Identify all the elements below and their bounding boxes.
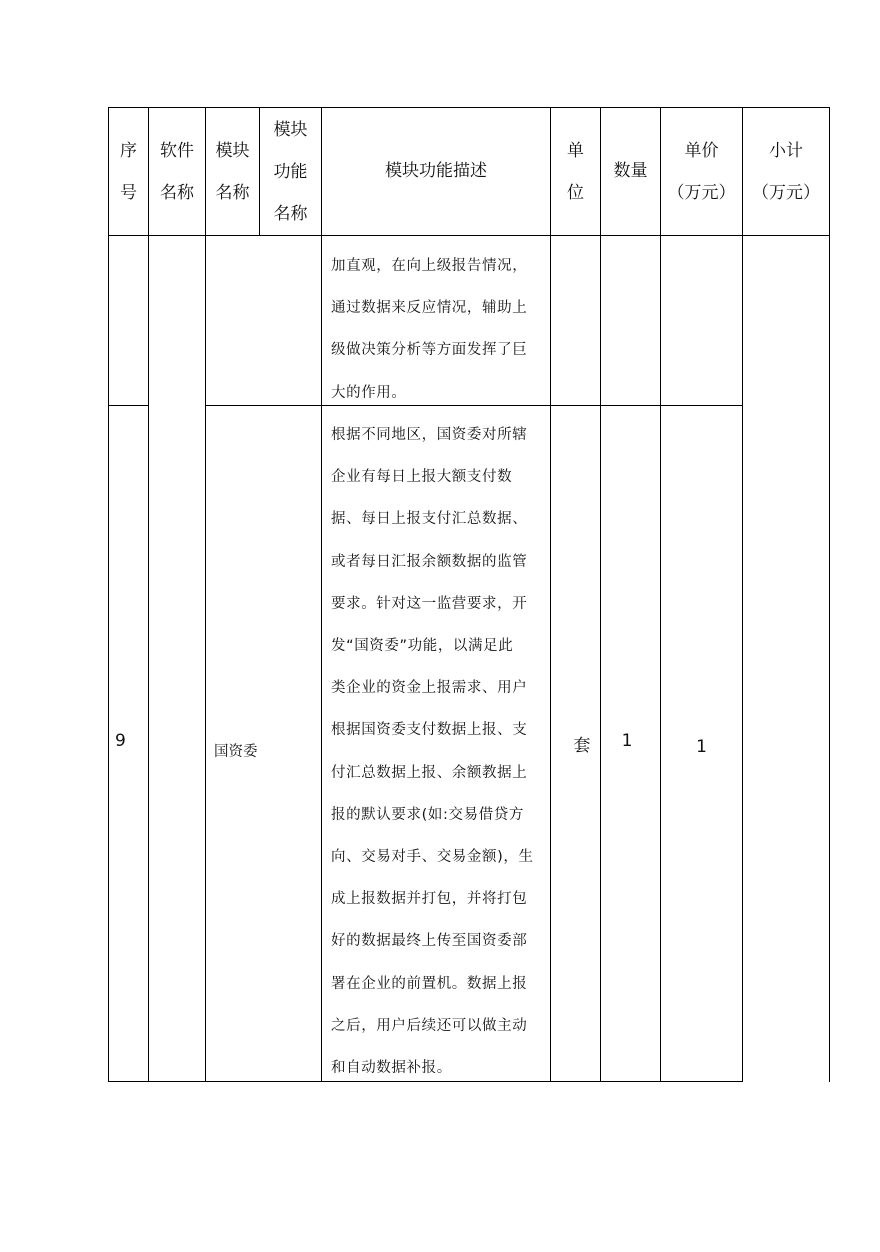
col-border xyxy=(148,107,149,1082)
description-line: 据、每日上报支付汇总数据、 xyxy=(331,511,528,528)
header-quantity xyxy=(601,108,660,235)
description-line: 向、交易对手、交易金额)，生 xyxy=(331,849,534,866)
header-description xyxy=(322,108,550,235)
header-seq-line: 号 xyxy=(120,182,137,203)
description-line: 通过数据来反应情况，辅助上 xyxy=(331,300,528,317)
description-line: 署在企业的前置机。数据上报 xyxy=(331,975,528,992)
header-module-line: 名称 xyxy=(215,182,250,203)
description-line: 好的数据最终上传至国资委部 xyxy=(331,933,528,950)
row-module-name: 国资委 xyxy=(214,744,258,760)
header-function-name xyxy=(260,108,321,235)
description-line: 要求。针对这一监营要求，开 xyxy=(331,595,528,612)
header-seq-line: 序 xyxy=(120,140,137,161)
header-function-line: 模块 xyxy=(273,119,308,140)
header-subtotal-line: （万元） xyxy=(752,182,820,203)
header-software-name xyxy=(149,108,205,235)
description-line: 成上报数据并打包，并将打包 xyxy=(331,891,528,908)
col-border xyxy=(550,107,551,1082)
description-line: 根据国资委支付数据上报、支 xyxy=(331,722,528,739)
header-subtotal xyxy=(743,108,829,235)
row-unit: 套 xyxy=(573,736,591,756)
header-subtotal-line: 小计 xyxy=(769,140,803,161)
header-unit-price xyxy=(661,108,742,235)
header-unit-price-line: 单价 xyxy=(684,140,719,161)
header-bottom-border xyxy=(108,235,830,236)
col-border xyxy=(742,107,743,1082)
header-unit-line: 单 xyxy=(567,140,584,161)
table-row-description xyxy=(322,414,550,1081)
table-row-continued-description xyxy=(322,245,550,405)
row-unit-price: 1 xyxy=(696,737,707,757)
header-unit-line: 位 xyxy=(567,182,584,203)
header-software-line: 名称 xyxy=(160,182,194,203)
description-line: 付汇总数据上报、余额教据上 xyxy=(331,764,528,781)
header-software-line: 软件 xyxy=(160,140,194,161)
header-description-label: 模块功能描述 xyxy=(385,161,487,181)
header-unit xyxy=(551,108,600,235)
description-line: 大的作用。 xyxy=(331,384,407,401)
description-line: 报的默认要求(如:交易借贷方 xyxy=(331,806,524,823)
row-quantity: 1 xyxy=(621,731,633,751)
col-border xyxy=(108,107,109,1082)
col-border xyxy=(205,107,206,1082)
description-line: 之后，用户后续还可以做主动 xyxy=(331,1017,528,1034)
description-line: 企业有每日上报大额支付数 xyxy=(331,469,513,486)
header-unit-price-line: （万元） xyxy=(667,182,736,203)
row-seq-number: 9 xyxy=(115,731,126,751)
description-line: 发“国资委”功能，以满足此 xyxy=(331,638,514,655)
header-module-name xyxy=(206,108,259,235)
header-seq xyxy=(109,108,148,235)
header-function-line: 功能 xyxy=(273,161,308,182)
header-module-line: 模块 xyxy=(215,140,250,161)
description-line: 和自动数据补报。 xyxy=(331,1060,452,1077)
description-line: 或者每日汇报余额数据的监管 xyxy=(331,553,528,570)
header-quantity-label: 数量 xyxy=(613,161,648,181)
col-border xyxy=(600,107,601,1082)
description-line: 加直观，在向上级报告情况， xyxy=(331,258,528,274)
row-divider xyxy=(108,405,149,406)
col-border xyxy=(660,107,661,1082)
header-function-line: 名称 xyxy=(273,203,308,224)
col-border xyxy=(829,107,830,1082)
description-line: 级做决策分析等方面发挥了巨 xyxy=(331,342,528,359)
description-line: 根据不同地区，国资委对所辖 xyxy=(331,427,528,443)
description-line: 类企业的资金上报需求、用户 xyxy=(331,680,528,697)
